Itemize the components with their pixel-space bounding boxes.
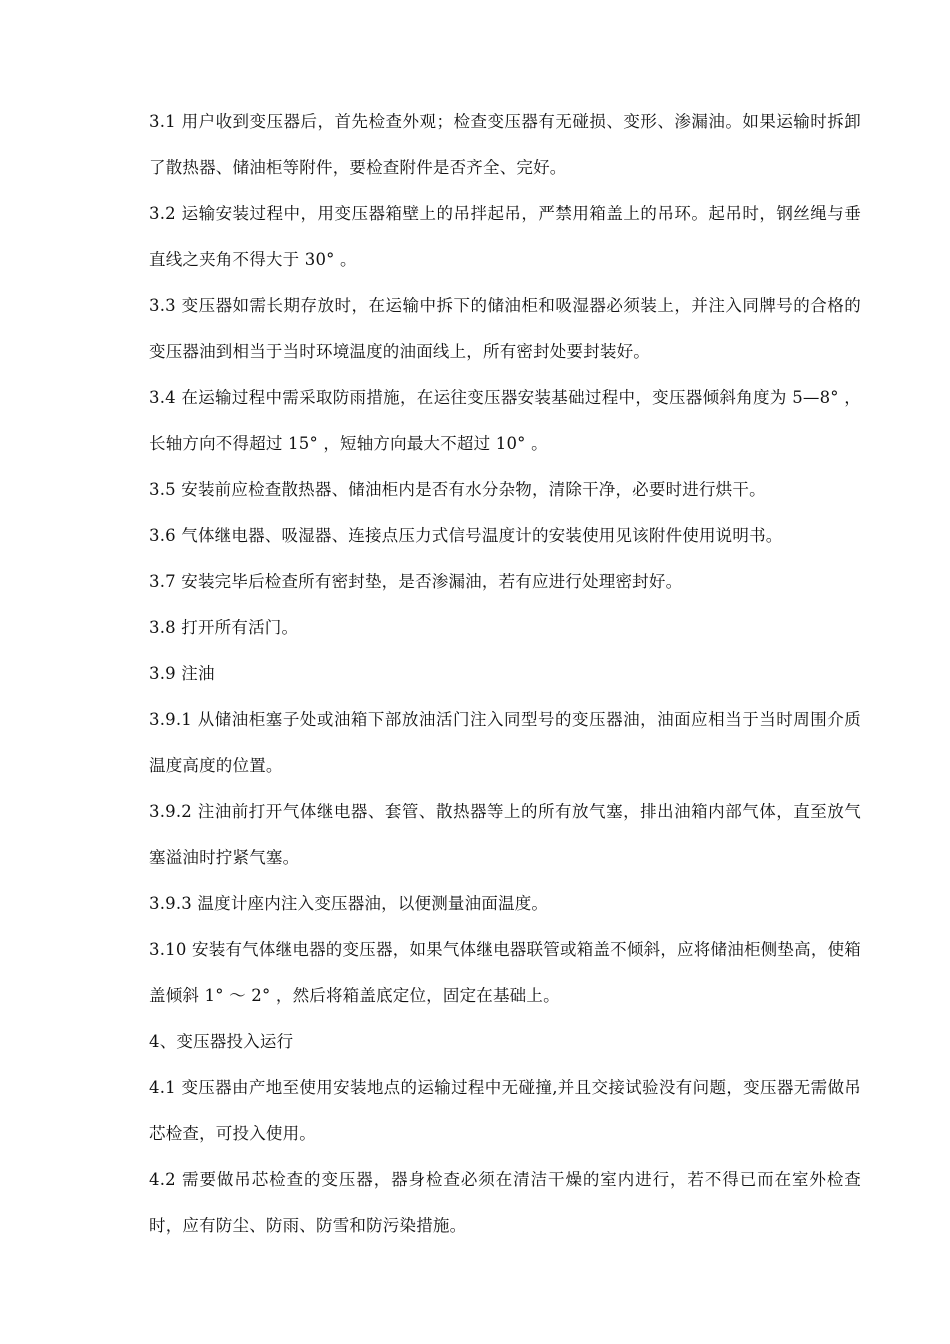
paragraph-3-9-1: 3.9.1 从储油柜塞子处或油箱下部放油活门注入同型号的变压器油，油面应相当于当时周围介质温度高度的位置。 xyxy=(149,710,861,775)
paragraph-4-1: 4.1 变压器由产地至使用安装地点的运输过程中无碰撞,并且交接试验没有问题，变压器无需做吊芯检查，可投入使用。 xyxy=(149,1078,861,1143)
section-heading-4: 4、变压器投入运行 xyxy=(149,1032,294,1051)
paragraph-3-10: 3.10 安装有气体继电器的变压器，如果气体继电器联管或箱盖不倾斜，应将储油柜侧垫高，使箱盖倾斜 1° ～ 2° ，然后将箱盖底定位，固定在基础上。 xyxy=(149,940,861,1005)
document-body xyxy=(149,99,861,1249)
paragraph-4-2: 4.2 需要做吊芯检查的变压器，器身检查必须在清洁干燥的室内进行，若不得已而在室外检查时，应有防尘、防雨、防雪和防污染措施。 xyxy=(149,1170,861,1235)
paragraph-3-8: 3.8 打开所有活门。 xyxy=(149,618,299,637)
paragraph-3-5: 3.5 安装前应检查散热器、储油柜内是否有水分杂物，清除干净，必要时进行烘干。 xyxy=(149,480,766,499)
paragraph-3-1: 3.1 用户收到变压器后，首先检查外观；检查变压器有无碰损、变形、渗漏油。如果运输时拆卸了散热器、储油柜等附件，要检查附件是否齐全、完好。 xyxy=(149,112,861,177)
paragraph-3-4: 3.4 在运输过程中需采取防雨措施，在运往变压器安装基础过程中，变压器倾斜角度为 5—8° ，长轴方向不得超过 15° ，短轴方向最大不超过 10° 。 xyxy=(149,388,861,453)
paragraph-3-9-3: 3.9.3 温度计座内注入变压器油，以便测量油面温度。 xyxy=(149,894,549,913)
paragraph-3-3: 3.3 变压器如需长期存放时，在运输中拆下的储油柜和吸湿器必须装上，并注入同牌号的合格的变压器油到相当于当时环境温度的油面线上，所有密封处要封装好。 xyxy=(149,296,861,361)
paragraph-3-9-2: 3.9.2 注油前打开气体继电器、套管、散热器等上的所有放气塞，排出油箱内部气体，直至放气塞溢油时拧紧气塞。 xyxy=(149,802,861,867)
paragraph-3-2: 3.2 运输安装过程中，用变压器箱壁上的吊拌起吊，严禁用箱盖上的吊环。起吊时，钢丝绳与垂直线之夹角不得大于 30° 。 xyxy=(149,204,861,269)
paragraph-3-9: 3.9 注油 xyxy=(149,664,215,683)
paragraph-3-7: 3.7 安装完毕后检查所有密封垫，是否渗漏油，若有应进行处理密封好。 xyxy=(149,572,683,591)
paragraph-3-6: 3.6 气体继电器、吸湿器、连接点压力式信号温度计的安装使用见该附件使用说明书。 xyxy=(149,526,783,545)
